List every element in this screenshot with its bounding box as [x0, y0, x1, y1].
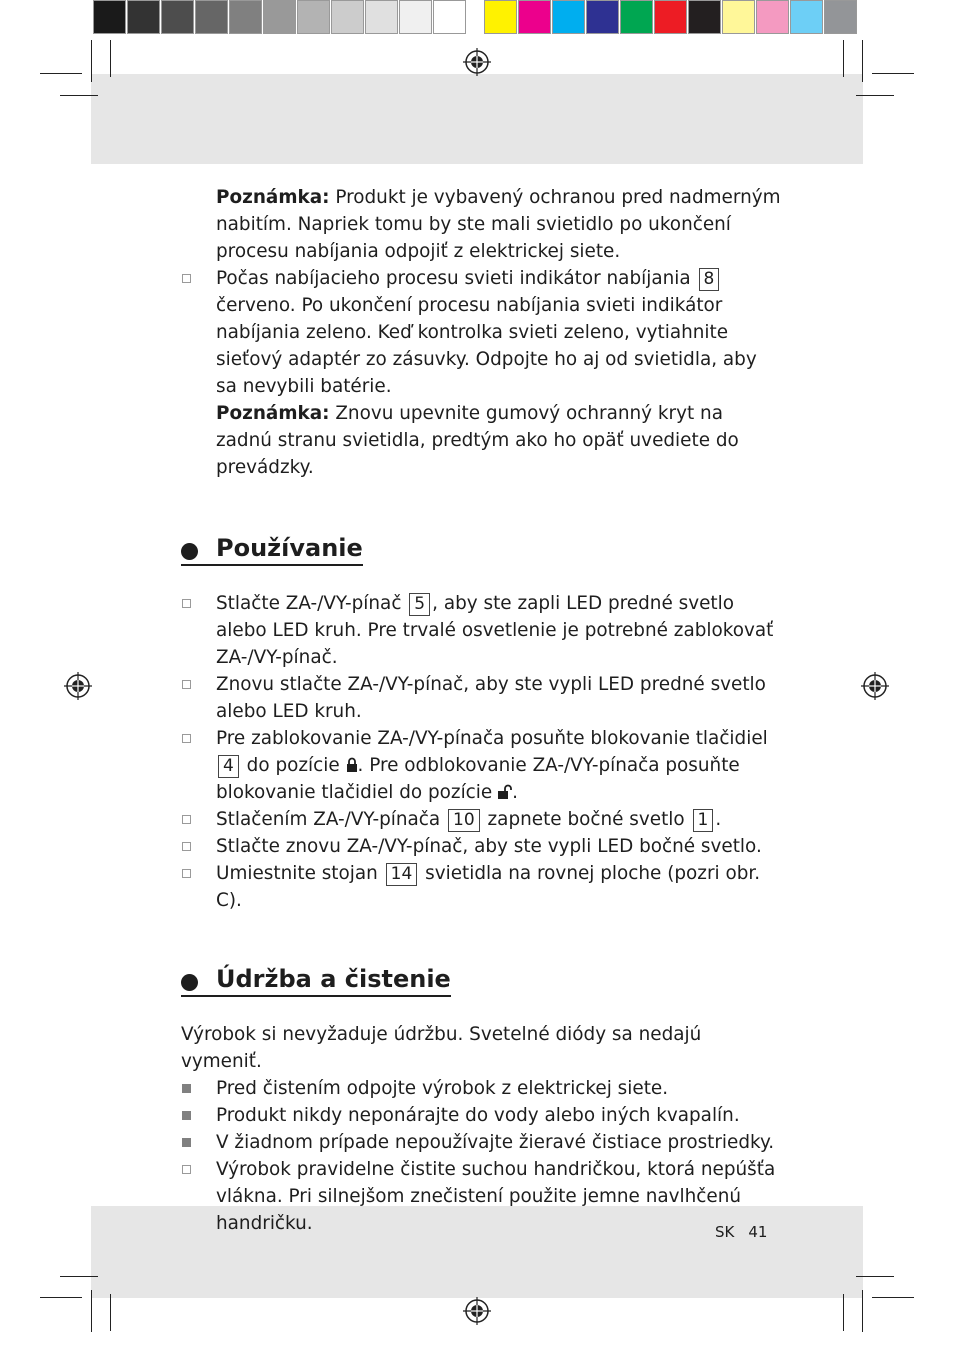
list-item [181, 860, 781, 914]
color-swatch [93, 0, 126, 34]
warning-item [181, 1075, 781, 1102]
color-swatch [365, 0, 398, 34]
color-swatch [824, 0, 857, 34]
list-text: . [512, 782, 518, 803]
list-text: Stlačením ZA-/VY-pínača [216, 809, 447, 830]
list-text: Znovu stlačte ZA-/VY-pínač, aby ste vypli LED predné svetlo alebo LED kruh. [216, 674, 766, 722]
language-code: SK [715, 1223, 735, 1241]
list-text: Pre zablokovanie ZA-/VY-pínača posuňte blokovanie tlačidiel [216, 728, 768, 749]
checkbox-bullet-icon [182, 842, 191, 851]
registration-mark-icon [463, 48, 491, 76]
list-item [181, 806, 781, 833]
grayscale-color-bar [93, 0, 467, 37]
color-swatch [756, 0, 789, 34]
crop-mark [40, 1297, 82, 1298]
registration-mark-icon [861, 672, 889, 700]
list-text: Počas nabíjacieho procesu svieti indikátor nabíjania [216, 268, 697, 289]
crop-mark [110, 1294, 111, 1331]
color-swatch [654, 0, 687, 34]
page-footer [715, 1223, 781, 1241]
list-item [181, 265, 781, 400]
list-text: Umiestnite stojan [216, 863, 384, 884]
lock-closed-icon [346, 757, 358, 773]
note-label: Poznámka: [216, 187, 330, 208]
color-swatch [552, 0, 585, 34]
list-item [181, 833, 781, 860]
crop-mark [843, 1294, 844, 1331]
page-content [181, 184, 781, 1237]
note-text: Znovu upevnite gumový ochranný kryt na zadnú stranu svietidla, predtým ako ho opäť uvediete do prevádzky. [216, 403, 739, 478]
reference-number: 1 [693, 809, 714, 832]
crop-mark [110, 40, 111, 77]
crop-mark [862, 40, 863, 82]
header-band [91, 74, 863, 164]
crop-mark [91, 1290, 92, 1332]
color-swatch [229, 0, 262, 34]
color-swatch [195, 0, 228, 34]
color-swatch [586, 0, 619, 34]
filled-square-bullet-icon [182, 1084, 191, 1093]
checkbox-bullet-icon [182, 274, 191, 283]
note-label: Poznámka: [216, 403, 330, 424]
list-text: svietidla na rovnej ploche (pozri obr. C). [216, 863, 761, 911]
lock-open-icon [498, 784, 512, 800]
note-paragraph [181, 184, 781, 265]
color-swatch [518, 0, 551, 34]
reference-number: 4 [218, 755, 239, 778]
list-item [181, 590, 781, 671]
process-color-bar [484, 0, 858, 37]
list-text: Stlačte znovu ZA-/VY-pínač, aby ste vypli LED bočné svetlo. [216, 836, 762, 857]
list-text: zapnete bočné svetlo [481, 809, 691, 830]
section-title: Používanie [216, 534, 363, 562]
color-swatch [297, 0, 330, 34]
checkbox-bullet-icon [182, 869, 191, 878]
reference-number: 8 [699, 268, 720, 291]
page-number: 41 [748, 1223, 768, 1241]
crop-mark [856, 95, 894, 96]
color-swatch [620, 0, 653, 34]
note-paragraph [181, 400, 781, 481]
bullet-dot-icon [181, 974, 198, 991]
crop-mark [60, 95, 98, 96]
list-text: červeno. Po ukončení procesu nabíjania svieti indikátor nabíjania zeleno. Keď kontrolka svieti zeleno, vytiahnite sieťový adaptér zo zásuvky. Odpojte ho aj od svietidla, aby sa nevybili batérie. [216, 295, 757, 397]
paragraph: Výrobok si nevyžaduje údržbu. Svetelné diódy sa nedajú vymeniť. [181, 1024, 702, 1072]
list-item [181, 1156, 781, 1237]
section-heading [181, 535, 363, 566]
list-text: do pozície [240, 755, 346, 776]
color-swatch [433, 0, 466, 34]
color-swatch [161, 0, 194, 34]
color-swatch [127, 0, 160, 34]
reference-number: 5 [409, 593, 430, 616]
filled-square-bullet-icon [182, 1111, 191, 1120]
color-swatch [722, 0, 755, 34]
list-text: Výrobok pravidelne čistite suchou handričkou, ktorá nepúšťa vlákna. Pri silnejšom znečistení použite jemne navlhčenú handričku. [216, 1159, 776, 1234]
color-swatch [331, 0, 364, 34]
list-text: V žiadnom prípade nepoužívajte žieravé čistiace prostriedky. [216, 1132, 775, 1153]
checkbox-bullet-icon [182, 680, 191, 689]
note-text: Produkt je vybavený ochranou pred nadmerným nabitím. Napriek tomu by ste mali svietidlo po ukončení procesu nabíjania odpojiť z elektrickej siete. [216, 187, 781, 262]
list-text: , aby ste zapli LED predné svetlo alebo LED kruh. Pre trvalé osvetlenie je potrebné zablokovať ZA-/VY-pínač. [216, 593, 774, 668]
color-swatch [790, 0, 823, 34]
list-text: Stlačte ZA-/VY-pínač [216, 593, 408, 614]
color-swatch [484, 0, 517, 34]
crop-mark [60, 1276, 98, 1277]
list-text: Pred čistením odpojte výrobok z elektrickej siete. [216, 1078, 669, 1099]
section-title: Údržba a čistenie [216, 965, 451, 993]
crop-mark [862, 1290, 863, 1332]
section-heading [181, 966, 451, 997]
crop-mark [872, 1297, 914, 1298]
registration-mark-icon [463, 1297, 491, 1325]
filled-square-bullet-icon [182, 1138, 191, 1147]
crop-mark [40, 73, 82, 74]
list-item [181, 671, 781, 725]
warning-item [181, 1129, 781, 1156]
crop-mark [872, 73, 914, 74]
checkbox-bullet-icon [182, 734, 191, 743]
crop-mark [843, 40, 844, 77]
crop-mark [856, 1276, 894, 1277]
list-text: Produkt nikdy neponárajte do vody alebo iných kvapalín. [216, 1105, 740, 1126]
color-swatch [399, 0, 432, 34]
list-text: . Pre odblokovanie ZA-/VY-pínača posuňte blokovanie tlačidiel do pozície [216, 755, 740, 803]
crop-mark [91, 40, 92, 82]
checkbox-bullet-icon [182, 1165, 191, 1174]
checkbox-bullet-icon [182, 599, 191, 608]
list-text: . [715, 809, 722, 830]
warning-item [181, 1102, 781, 1129]
reference-number: 14 [386, 863, 418, 886]
color-swatch [263, 0, 296, 34]
reference-number: 10 [448, 809, 480, 832]
registration-mark-icon [64, 672, 92, 700]
bullet-dot-icon [181, 543, 198, 560]
checkbox-bullet-icon [182, 815, 191, 824]
color-swatch [688, 0, 721, 34]
list-item [181, 725, 781, 806]
